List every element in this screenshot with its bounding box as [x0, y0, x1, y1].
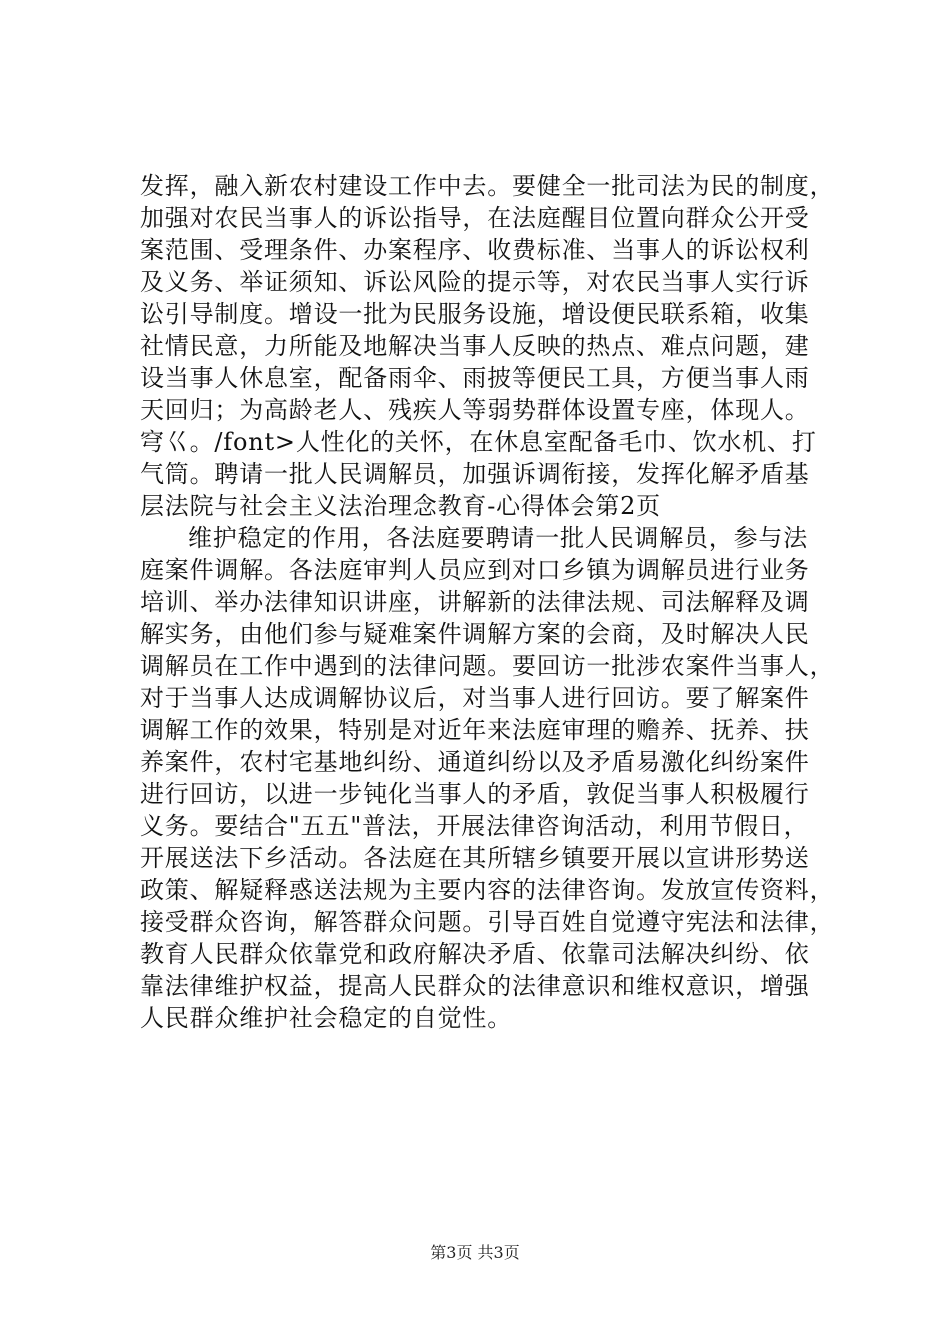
text-line-indented: 维护稳定的作用，各法庭要聘请一批人民调解员，参与法	[188, 524, 808, 552]
page-number-label: 第3页 共3页	[430, 1243, 520, 1262]
text-line: 案范围、受理条件、办案程序、收费标准、当事人的诉讼权利	[140, 236, 810, 264]
paragraph-1	[140, 170, 835, 522]
text-line: 人民群众维护社会稳定的自觉性。	[140, 1004, 512, 1032]
paragraph-2	[140, 522, 835, 1034]
text-line: 发挥，融入新农村建设工作中去。要健全一批司法为民的制度，	[140, 172, 835, 200]
text-line: 解实务，由他们参与疑难案件调解方案的会商，及时解决人民	[140, 620, 810, 648]
text-line: 教育人民群众依靠党和政府解决矛盾、依靠司法解决纠纷、依	[140, 940, 810, 968]
text-line: 义务。要结合"五五"普法，开展法律咨询活动，利用节假日，	[140, 812, 809, 840]
text-line: 天回归；为高龄老人、残疾人等弱势群体设置专座，体现人。	[140, 396, 810, 424]
text-line: 培训、举办法律知识讲座，讲解新的法律法规、司法解释及调	[140, 588, 810, 616]
text-line: 穹巜。/font>人性化的关怀，在休息室配备毛巾、饮水机、打	[140, 428, 817, 456]
text-line: 调解工作的效果，特别是对近年来法庭审理的赡养、抚养、扶	[140, 716, 810, 744]
text-line: 社情民意，力所能及地解决当事人反映的热点、难点问题，建	[140, 332, 810, 360]
text-line: 进行回访，以进一步钝化当事人的矛盾，敦促当事人积极履行	[140, 780, 810, 808]
text-line: 靠法律维护权益，提高人民群众的法律意识和维权意识，增强	[140, 972, 810, 1000]
page-footer	[0, 1243, 950, 1263]
text-line: 对于当事人达成调解协议后，对当事人进行回访。要了解案件	[140, 684, 810, 712]
text-line: 加强对农民当事人的诉讼指导，在法庭醒目位置向群众公开受	[140, 204, 810, 232]
text-line: 政策、解疑释惑送法规为主要内容的法律咨询。发放宣传资料，	[140, 876, 835, 904]
text-line: 层法院与社会主义法治理念教育-心得体会第2页	[140, 492, 661, 520]
text-line: 及义务、举证须知、诉讼风险的提示等，对农民当事人实行诉	[140, 268, 810, 296]
text-line: 讼引导制度。增设一批为民服务设施，增设便民联系箱，收集	[140, 300, 810, 328]
text-line: 养案件，农村宅基地纠纷、通道纠纷以及矛盾易激化纠纷案件	[140, 748, 810, 776]
text-line: 庭案件调解。各法庭审判人员应到对口乡镇为调解员进行业务	[140, 556, 810, 584]
text-line: 开展送法下乡活动。各法庭在其所辖乡镇要开展以宣讲形势送	[140, 844, 810, 872]
document-body	[140, 170, 835, 1034]
text-line: 调解员在工作中遇到的法律问题。要回访一批涉农案件当事人，	[140, 652, 835, 680]
text-line: 设当事人休息室，配备雨伞、雨披等便民工具，方便当事人雨	[140, 364, 810, 392]
text-line: 接受群众咨询，解答群众问题。引导百姓自觉遵守宪法和法律，	[140, 908, 835, 936]
text-line: 气筒。聘请一批人民调解员，加强诉调衔接，发挥化解矛盾基	[140, 460, 810, 488]
